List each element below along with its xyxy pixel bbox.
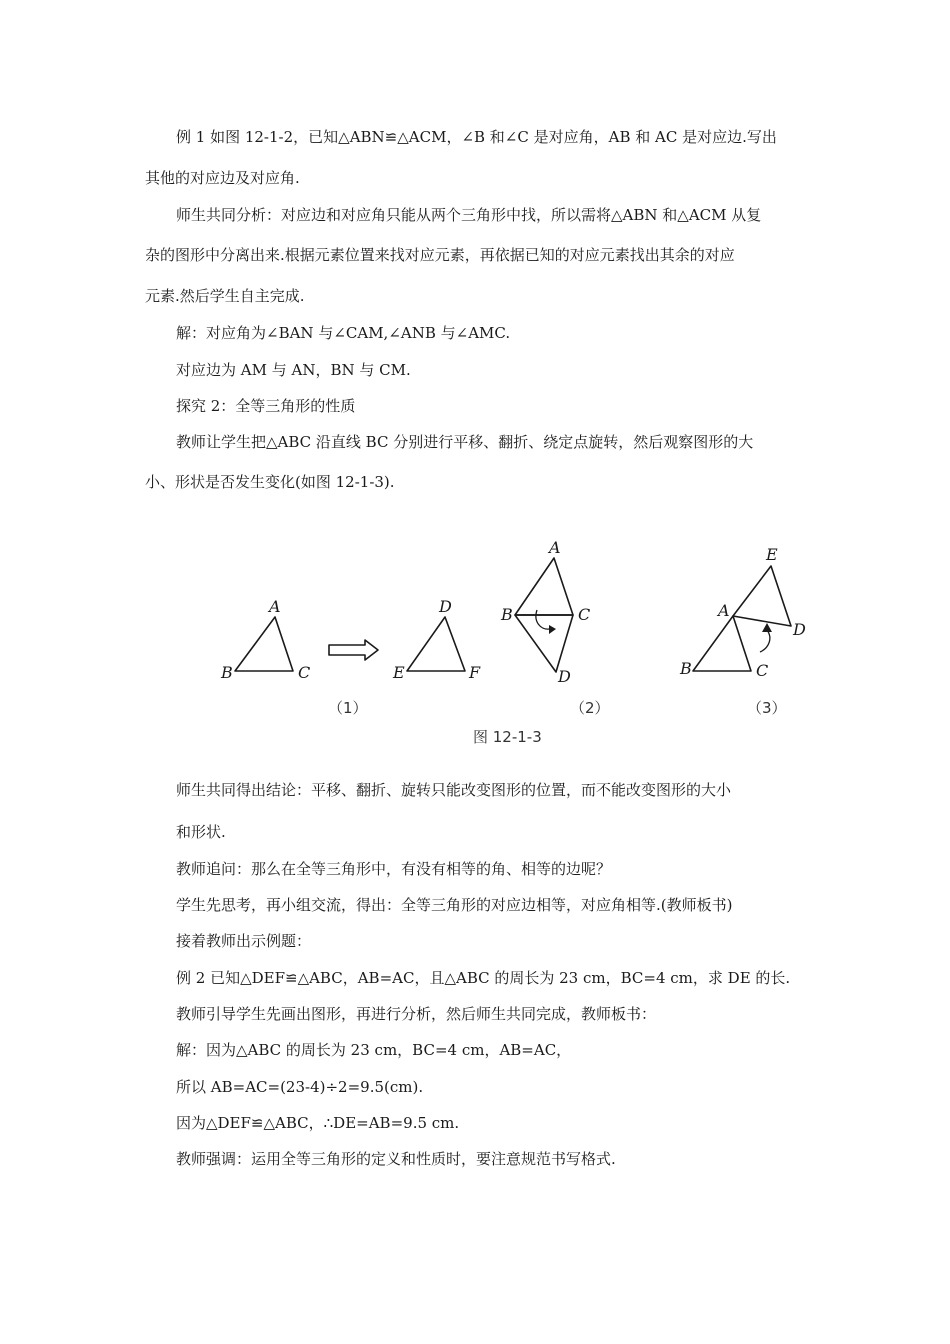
triangle-abc-2 <box>515 558 573 615</box>
label-f1-d: D <box>439 597 452 616</box>
label-f1-a: A <box>269 597 281 616</box>
sub-caption-3: （3） <box>747 699 787 717</box>
teacher-guide: 教师引导学生先画出图形，再进行分析，然后师生共同完成，教师板书： <box>176 1005 657 1023</box>
teacher-question: 教师追问：那么在全等三角形中，有没有相等的角、相等的边呢？ <box>176 860 612 878</box>
label-f2-d: D <box>558 667 571 686</box>
example2-problem: 例 2 已知△DEF≌△ABC，AB=AC，且△ABC 的周长为 23 cm，BC=4 cm，求 DE 的长. <box>176 969 791 987</box>
example-intro: 接着教师出示例题： <box>176 932 312 950</box>
conclusion-line2: 和形状. <box>176 823 226 841</box>
label-f3-e: E <box>766 545 778 564</box>
label-f3-a: A <box>718 601 730 620</box>
figure-12-1-3 <box>215 536 815 751</box>
teacher-instruction-line1: 教师让学生把△ABC 沿直线 BC 分别进行平移、翻折、绕定点旋转，然后观察图形的大 <box>176 433 754 451</box>
example1-line1: 例 1 如图 12-1-2，已知△ABN≌△ACM，∠B 和∠C 是对应角，AB 和 AC 是对应边.写出 <box>176 128 777 146</box>
teacher-instruction-line2: 小、形状是否发生变化(如图 12-1-3). <box>145 473 395 491</box>
rotate-arrowhead <box>762 623 772 632</box>
solution1-angles: 解：对应角为∠BAN 与∠CAM,∠ANB 与∠AMC. <box>176 324 511 342</box>
label-f1-c: C <box>298 663 311 682</box>
triangle-aed-3 <box>733 566 791 626</box>
sub-caption-1: （1） <box>328 699 368 717</box>
label-f2-c: C <box>578 605 591 624</box>
label-f2-a: A <box>549 538 561 557</box>
solution2-line3: 因为△DEF≌△ABC，∴DE=AB=9.5 cm. <box>176 1114 460 1132</box>
label-f1-b: B <box>221 663 233 682</box>
analysis-line1: 师生共同分析：对应边和对应角只能从两个三角形中找，所以需将△ABN 和△ACM 从复 <box>176 206 762 224</box>
students-discuss: 学生先思考，再小组交流，得出：全等三角形的对应边相等，对应角相等.(教师板书) <box>176 896 733 914</box>
label-f1-e: E <box>393 663 405 682</box>
rotate-arrow <box>760 630 770 652</box>
label-f3-c: C <box>756 661 769 680</box>
triangle-abc-3 <box>693 616 751 671</box>
triangle-def <box>407 617 465 671</box>
conclusion-line1: 师生共同得出结论：平移、翻折、旋转只能改变图形的位置，而不能改变图形的大小 <box>176 781 732 799</box>
triangle-dbc-2 <box>515 615 573 672</box>
figure-caption: 图 12-1-3 <box>473 728 542 746</box>
analysis-line2: 杂的图形中分离出来.根据元素位置来找对应元素，再依据已知的对应元素找出其余的对应 <box>145 246 735 264</box>
explore2-heading: 探究 2：全等三角形的性质 <box>176 397 356 415</box>
label-f1-f: F <box>469 663 481 682</box>
label-f2-b: B <box>501 605 513 624</box>
solution2-line1: 解：因为△ABC 的周长为 23 cm，BC=4 cm，AB=AC， <box>176 1041 572 1059</box>
teacher-emphasis: 教师强调：运用全等三角形的定义和性质时，要注意规范书写格式. <box>176 1150 616 1168</box>
example1-line2: 其他的对应边及对应角. <box>145 169 300 187</box>
sub-caption-2: （2） <box>570 699 610 717</box>
translate-arrow <box>329 640 378 660</box>
solution2-line2: 所以 AB=AC=(23-4)÷2=9.5(cm). <box>176 1078 424 1096</box>
flip-arrowhead <box>549 625 556 634</box>
label-f3-b: B <box>680 659 692 678</box>
flip-arrow <box>536 610 549 629</box>
solution1-sides: 对应边为 AM 与 AN，BN 与 CM. <box>176 361 411 379</box>
analysis-line3: 元素.然后学生自主完成. <box>145 287 305 305</box>
triangle-abc-1 <box>235 617 293 671</box>
label-f3-d: D <box>793 620 806 639</box>
